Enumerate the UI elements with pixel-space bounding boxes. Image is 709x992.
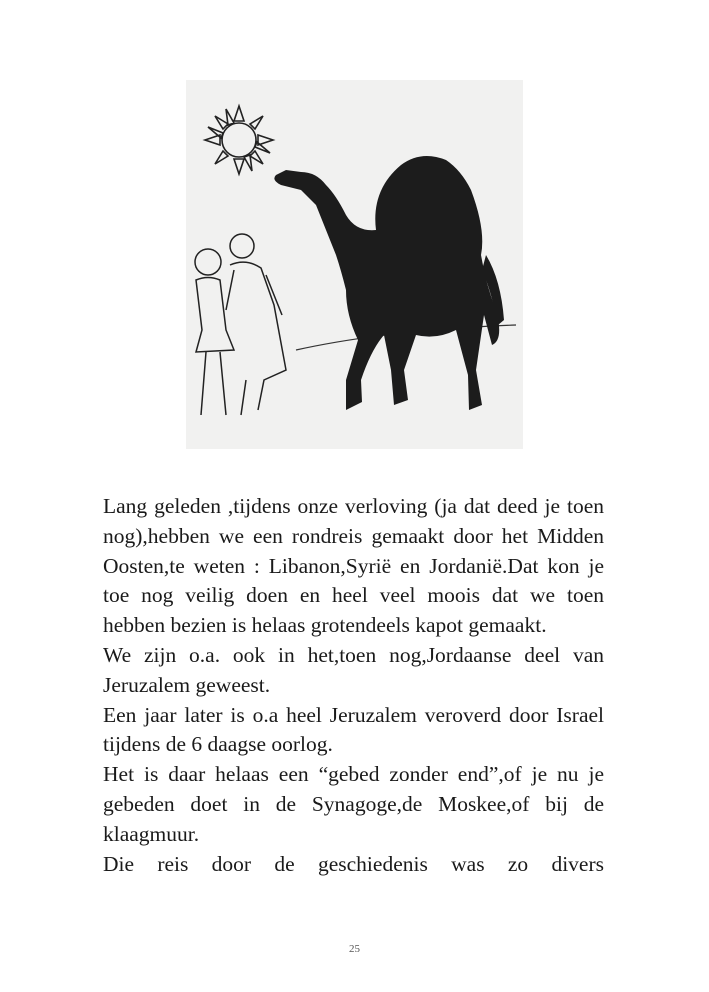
paragraph: We zijn o.a. ook in het,toen nog,Jordaanse deel van Jeruzalem geweest. [103,642,604,697]
body-text [103,492,604,879]
paragraph: Het is daar helaas een “gebed zonder end”,of je nu je gebeden doet in de Synagoge,de Moskee,of bij de klaagmuur. [103,762,604,846]
paragraph: Een jaar later is o.a heel Jeruzalem veroverd door Israel tijdens de 6 daagse oorlog. [103,702,604,757]
couple [195,234,286,415]
sun-icon [205,106,273,174]
paragraph: Lang geleden ,tijdens onze verloving (ja dat deed je toen nog),hebben we een rondreis gemaakt door het Midden Oosten,te weten : Libanon,Syrië en Jordanië.Dat kon je toe nog veilig doen en heel veel moois dat we toen hebben bezien is helaas grotendeels kapot gemaakt. [103,494,604,638]
page-number: 25 [349,943,360,955]
camel-illustration [186,80,523,449]
paragraph: Die reis door de geschiedenis was zo divers [103,851,604,876]
camel [274,156,504,410]
